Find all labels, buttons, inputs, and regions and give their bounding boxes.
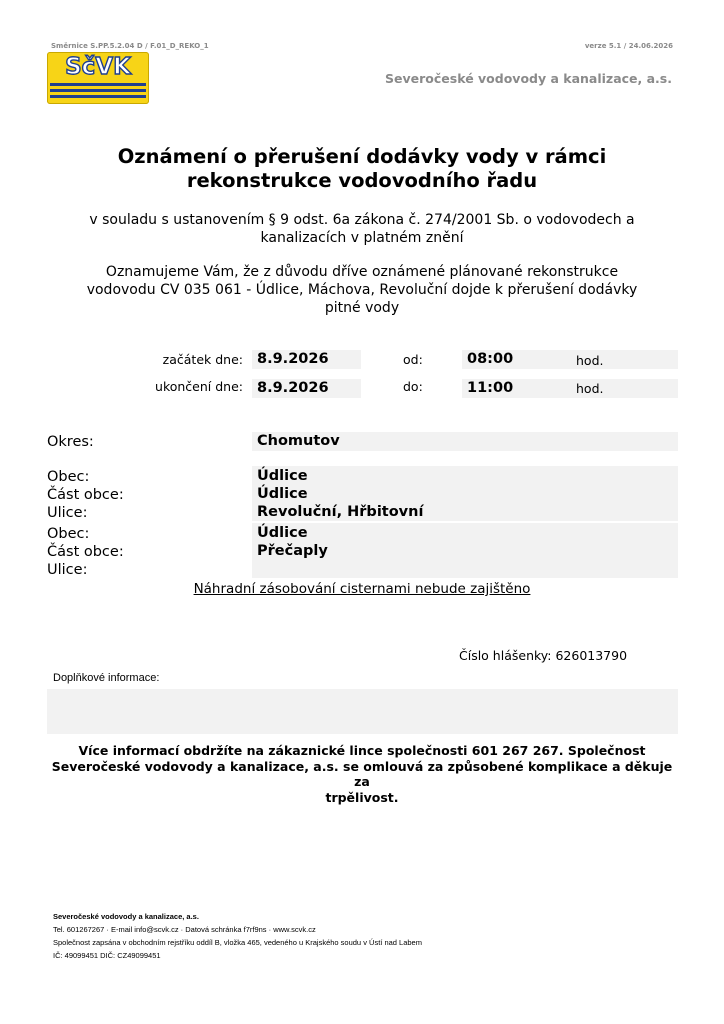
logo-stripe bbox=[50, 95, 146, 98]
end-time-unit: hod. bbox=[576, 381, 604, 396]
additional-info-field bbox=[47, 689, 678, 734]
logo-stripe bbox=[50, 83, 146, 86]
district-label: Okres: bbox=[47, 434, 94, 450]
report-number-label: Číslo hlášenky: bbox=[459, 648, 552, 663]
logo-wordmark: SčVK bbox=[52, 54, 144, 80]
start-time-unit: hod. bbox=[576, 353, 604, 368]
cast-obce-label: Část obce: bbox=[47, 544, 124, 560]
footer-ids: IČ: 49099451 DIČ: CZ49099451 bbox=[53, 951, 161, 960]
report-number bbox=[459, 648, 627, 663]
footer-company: Severočeské vodovody a kanalizace, a.s. bbox=[53, 912, 199, 921]
schedule-start-row bbox=[0, 350, 724, 370]
schedule-end-row bbox=[0, 379, 724, 399]
body-line: pitné vody bbox=[324, 300, 400, 316]
page-title bbox=[60, 145, 664, 193]
ulice-label: Ulice: bbox=[47, 562, 88, 578]
title-line: Oznámení o přerušení dodávky vody v rámci bbox=[117, 145, 607, 168]
footer bbox=[53, 910, 422, 962]
obec-label: Obec: bbox=[47, 526, 90, 542]
body-line: vodovodu CV 035 061 - Údlice, Máchova, Revoluční dojde k přerušení dodávky bbox=[86, 282, 638, 298]
closing-line: trpělivost. bbox=[325, 789, 399, 805]
supply-note: Náhradní zásobování cisternami nebude zajištěno bbox=[193, 581, 531, 597]
end-date-value: 8.9.2026 bbox=[257, 380, 329, 396]
end-time-value: 11:00 bbox=[467, 380, 514, 396]
start-date-value: 8.9.2026 bbox=[257, 351, 329, 367]
start-date-label: začátek dne: bbox=[162, 352, 243, 367]
cast-obce-label: Část obce: bbox=[47, 487, 124, 503]
district-value: Chomutov bbox=[257, 433, 340, 449]
body-line: Oznamujeme Vám, že z důvodu dříve oznámené plánované rekonstrukce bbox=[105, 264, 619, 280]
ulice-label: Ulice: bbox=[47, 505, 88, 521]
footer-register: Společnost zapsána v obchodním rejstříku oddíl B, vložka 465, vedeného u Krajského soudu v Ústí nad Labem bbox=[53, 938, 422, 947]
additional-info-label: Doplňkové informace: bbox=[53, 672, 160, 684]
notice-body bbox=[50, 263, 674, 317]
start-time-value: 08:00 bbox=[467, 351, 514, 367]
scvk-logo bbox=[47, 52, 149, 104]
cast-obce-value: Přečaply bbox=[257, 543, 328, 559]
end-time-label: do: bbox=[403, 379, 423, 394]
closing-line: Severočeské vodovody a kanalizace, a.s. se omlouvá za způsobené komplikace a děkuje za bbox=[51, 758, 673, 789]
obec-label: Obec: bbox=[47, 469, 90, 485]
closing-text bbox=[45, 743, 679, 805]
start-time-label: od: bbox=[403, 352, 423, 367]
directive-code: Směrnice S.PP.5.2.04 D / F.01_D_REKO_1 bbox=[51, 42, 209, 50]
cast-obce-value: Údlice bbox=[257, 486, 308, 502]
company-name: Severočeské vodovody a kanalizace, a.s. bbox=[385, 71, 672, 86]
title-line: rekonstrukce vodovodního řadu bbox=[186, 169, 538, 192]
end-date-label: ukončení dne: bbox=[155, 379, 243, 394]
legal-line: kanalizacích v platném znění bbox=[260, 230, 464, 246]
legal-reference bbox=[50, 211, 674, 247]
obec-value: Údlice bbox=[257, 525, 308, 541]
version-label: verze 5.1 / 24.06.2026 bbox=[584, 42, 673, 50]
logo-stripe bbox=[50, 89, 146, 92]
ulice-value: Revoluční, Hřbitovní bbox=[257, 504, 424, 520]
obec-value: Údlice bbox=[257, 468, 308, 484]
report-number-value: 626013790 bbox=[555, 648, 628, 663]
footer-contact: Tel. 601267267 · E-mail info@scvk.cz · Datová schránka f7rf9ns · www.scvk.cz bbox=[53, 925, 316, 934]
legal-line: v souladu s ustanovením § 9 odst. 6a zákona č. 274/2001 Sb. o vodovodech a bbox=[89, 212, 635, 228]
closing-line: Více informací obdržíte na zákaznické lince společnosti 601 267 267. Společnost bbox=[78, 743, 646, 758]
